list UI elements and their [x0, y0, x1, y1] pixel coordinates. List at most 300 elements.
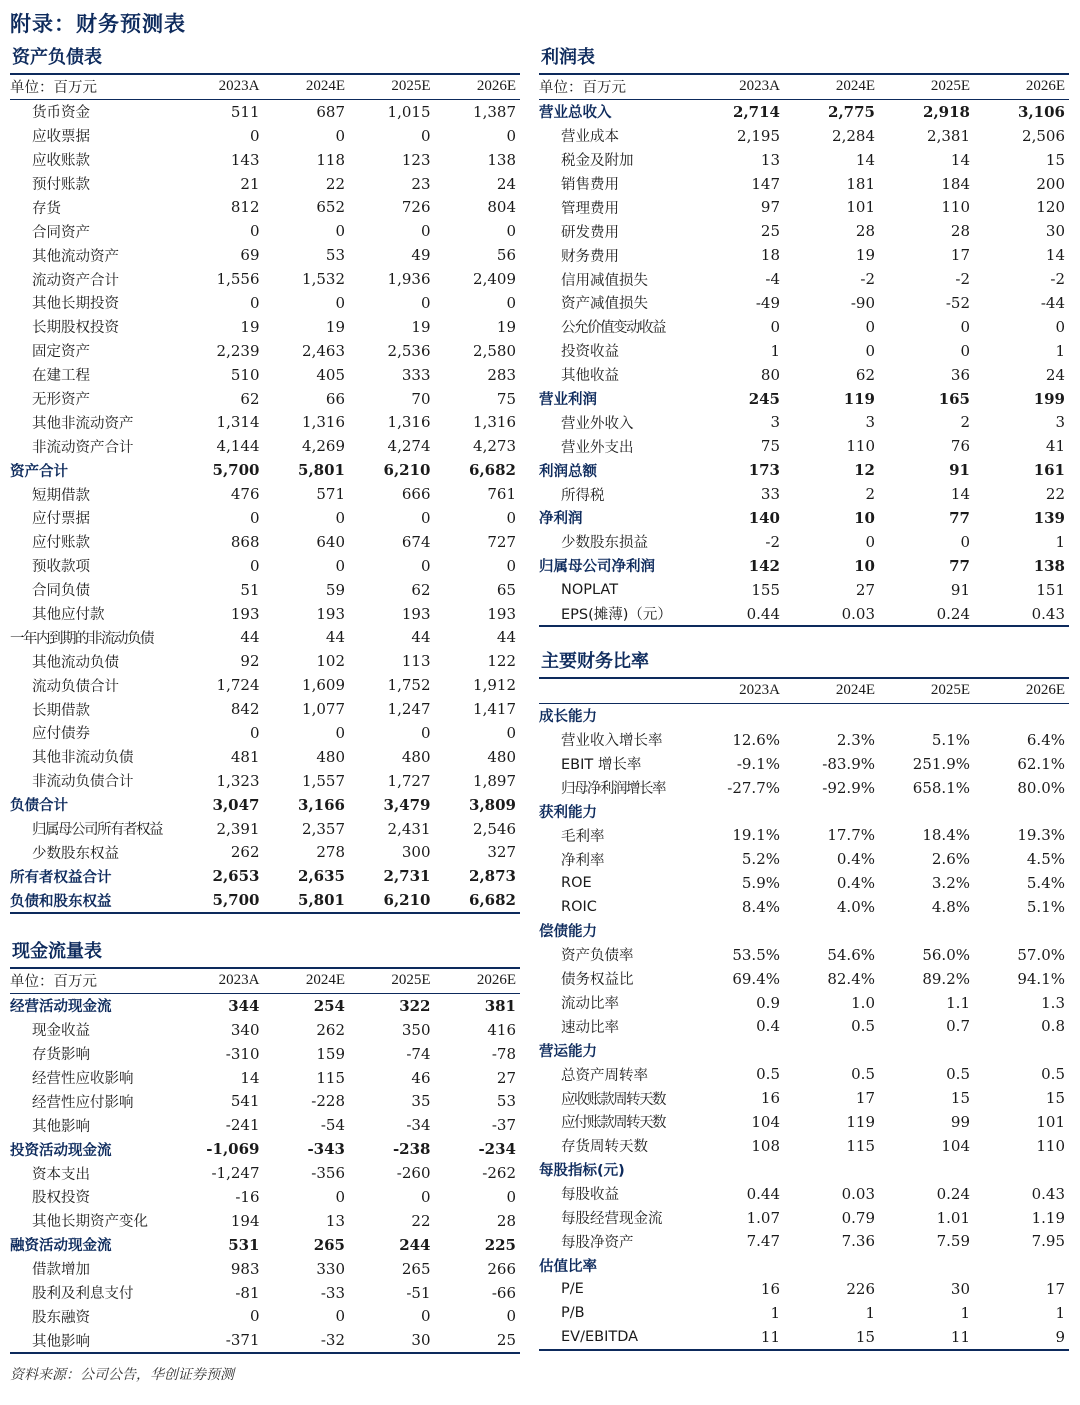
cell-value: 165	[938, 389, 970, 408]
cell-value: 25	[435, 1328, 521, 1353]
table-row	[539, 530, 1069, 554]
cell-value: 2,714	[733, 102, 780, 121]
cell-value	[974, 1158, 1069, 1182]
cell-value: 6,682	[435, 888, 521, 913]
cell-value: 118	[316, 150, 345, 169]
table-row	[10, 315, 520, 339]
cell-value: 11	[689, 1325, 784, 1350]
cell-value: 244	[399, 1235, 431, 1254]
row-label	[10, 195, 178, 219]
cell-value: 199	[1033, 389, 1065, 408]
cell-value: 2,731	[383, 867, 431, 886]
cell-value: 1,323	[216, 771, 260, 790]
table-row	[10, 458, 520, 482]
row-label-text: 速动比率	[561, 1019, 619, 1036]
cell-value: -2	[1050, 270, 1065, 289]
cell-value: 0.8	[1041, 1017, 1065, 1036]
cell-value: 416	[487, 1020, 516, 1039]
cell-value	[974, 919, 1069, 943]
table-row	[10, 363, 520, 387]
cell-value: -44	[1040, 293, 1065, 312]
cell-value: 1.3	[1041, 993, 1065, 1012]
cell-value: 5,801	[264, 888, 350, 913]
table-row	[539, 506, 1069, 530]
row-label-text: 股东融资	[32, 1309, 90, 1326]
row-label	[10, 625, 178, 649]
cell-value: 225	[484, 1235, 516, 1254]
year-header: 2025E	[879, 75, 974, 99]
cell-value: 59	[325, 580, 345, 599]
row-label-text: P/E	[561, 1281, 584, 1298]
cell-value: 254	[313, 996, 345, 1015]
cell-value: 0	[865, 341, 875, 360]
cell-value: 13	[325, 1211, 345, 1230]
cell-value: 8.4%	[741, 897, 780, 916]
row-label	[10, 888, 178, 913]
row-label	[539, 99, 689, 123]
row-label-text: 管理费用	[561, 200, 619, 217]
row-label	[539, 1253, 689, 1277]
table-row	[10, 387, 520, 411]
table-row	[10, 1018, 520, 1042]
row-label-text: 销售费用	[561, 177, 619, 193]
cell-value: 3,047	[212, 795, 260, 814]
row-label-text: 每股指标(元)	[539, 1163, 625, 1180]
cell-value: 2	[960, 413, 970, 432]
row-label-text: 流动资产合计	[32, 272, 119, 289]
row-label	[10, 745, 178, 769]
cell-value: -241	[225, 1116, 260, 1135]
table-row	[10, 1328, 520, 1353]
cell-value: 0	[865, 317, 875, 336]
row-label	[539, 482, 689, 506]
cell-value: 7.47	[746, 1232, 780, 1251]
cell-value	[974, 799, 1069, 823]
cell-value: 480	[316, 747, 345, 766]
table-row	[539, 410, 1069, 434]
cell-value: 1,936	[387, 270, 431, 289]
table-row	[10, 148, 520, 172]
cell-value: 0.44	[746, 1184, 780, 1203]
table-row	[10, 1137, 520, 1161]
cell-value: 14	[950, 485, 970, 504]
table-row	[539, 919, 1069, 943]
cell-value: 80.0%	[1017, 778, 1065, 797]
cell-value: 3,479	[383, 795, 431, 814]
cell-value: 5.2%	[741, 850, 780, 869]
cell-value: 0	[335, 1307, 345, 1326]
row-label	[539, 919, 689, 943]
row-label-text: 一年内到期的非流动负债	[10, 630, 153, 647]
row-label-text: 货币资金	[32, 105, 90, 122]
table-row	[539, 554, 1069, 578]
table-row	[10, 482, 520, 506]
cell-value: 7.95	[1031, 1232, 1065, 1251]
cell-value: 4.5%	[1026, 850, 1065, 869]
cell-value: 0	[335, 293, 345, 312]
cell-value: -371	[178, 1328, 264, 1353]
cell-value: 278	[316, 843, 345, 862]
header-row	[10, 969, 520, 993]
income-statement-section	[539, 46, 1069, 627]
cell-value: 99	[950, 1112, 970, 1131]
year-header: 2026E	[435, 75, 521, 99]
cell-value: -37	[491, 1116, 516, 1135]
year-header: 2024E	[264, 75, 350, 99]
table-row	[539, 871, 1069, 895]
cell-value: 22	[411, 1211, 431, 1230]
cell-value: 405	[316, 365, 345, 384]
cell-value: 2	[865, 485, 875, 504]
row-label-text: 短期借款	[32, 487, 90, 504]
row-label-text: 归母净利润增长率	[561, 781, 665, 797]
cell-value: 22	[325, 174, 345, 193]
cell-value: 181	[846, 174, 875, 193]
row-label	[10, 434, 178, 458]
cell-value: 123	[401, 150, 431, 169]
row-label	[539, 315, 689, 339]
cell-value: 658.1%	[912, 778, 970, 797]
cell-value: 804	[487, 198, 516, 217]
cell-value: 110	[846, 437, 875, 456]
cell-value: 2,381	[927, 126, 970, 145]
row-label	[539, 1301, 689, 1325]
cell-value: 193	[230, 604, 260, 623]
row-label	[10, 172, 178, 196]
row-label	[539, 219, 689, 243]
cell-value: 70	[411, 389, 431, 408]
row-label	[10, 1161, 178, 1185]
cell-value: 2,546	[473, 819, 516, 838]
cell-value: 14	[950, 150, 970, 169]
row-label	[10, 1042, 178, 1066]
cell-value: 30	[1045, 222, 1065, 241]
row-label	[10, 721, 178, 745]
table-row	[539, 703, 1069, 727]
cell-value: 2,873	[469, 867, 516, 886]
cell-value: 49	[411, 246, 431, 265]
cell-value: 1,727	[387, 771, 431, 790]
cell-value: 23	[411, 174, 431, 193]
cell-value: 6,210	[383, 461, 431, 480]
cell-value: -310	[225, 1044, 260, 1063]
row-label	[10, 530, 178, 554]
table-row	[10, 1042, 520, 1066]
cell-value: 69	[240, 246, 260, 265]
row-label-text: 应收账款	[32, 153, 90, 170]
row-label	[539, 1110, 689, 1134]
cell-value: 0	[506, 293, 516, 312]
cell-value: 18.4%	[922, 826, 970, 845]
row-label	[539, 148, 689, 172]
cell-value: -234	[478, 1140, 516, 1159]
cell-value: 0	[1055, 317, 1065, 336]
cell-value: 142	[748, 556, 780, 575]
table-row	[539, 291, 1069, 315]
cashflow-table	[10, 969, 520, 1354]
row-label-text: 信用减值损失	[561, 272, 648, 289]
row-label-text: 税金及附加	[561, 153, 634, 170]
cell-value: 1	[865, 1304, 875, 1323]
table-row	[10, 339, 520, 363]
cell-value: -51	[406, 1283, 431, 1302]
cell-value: 1,316	[473, 413, 516, 432]
row-label	[539, 871, 689, 895]
row-label-text: 营业外收入	[561, 415, 634, 432]
row-label	[10, 99, 178, 123]
row-label-text: EV/EBITDA	[561, 1328, 639, 1345]
cell-value: 2,239	[216, 341, 260, 360]
table-row	[10, 195, 520, 219]
cell-value: 0	[960, 317, 970, 336]
cell-value: 5.9%	[741, 874, 780, 893]
table-row	[10, 554, 520, 578]
row-label-text: 归属母公司所有者权益	[32, 822, 162, 839]
cell-value: 56	[496, 246, 516, 265]
cell-value: 92	[240, 652, 260, 671]
year-header: 2025E	[349, 969, 435, 993]
year-header: 2024E	[784, 75, 879, 99]
row-label-text: ROIC	[561, 898, 597, 915]
row-label	[10, 219, 178, 243]
source-note: 资料来源：公司公告，华创证券预测	[10, 1367, 234, 1383]
cell-value: 1,316	[387, 413, 431, 432]
cell-value: 24	[1045, 365, 1065, 384]
cell-value: 161	[1033, 461, 1065, 480]
row-label-text: 应付票据	[32, 511, 90, 528]
table-row	[539, 363, 1069, 387]
cell-value: 1,532	[302, 270, 345, 289]
row-label	[10, 673, 178, 697]
cell-value: 0	[420, 556, 431, 575]
cell-value: 4,274	[387, 437, 431, 456]
cell-value: 139	[1033, 508, 1065, 527]
cell-value: 11	[879, 1325, 974, 1350]
ratios-table	[539, 679, 1069, 1351]
row-label	[539, 847, 689, 871]
cell-value: 0	[335, 556, 345, 575]
row-label-text: 经营性应付影响	[32, 1094, 134, 1111]
table-row	[10, 243, 520, 267]
row-label-text: 应付债券	[32, 726, 90, 743]
row-label	[539, 1158, 689, 1182]
year-header: 2024E	[784, 679, 879, 703]
cell-value: 7.59	[936, 1232, 970, 1251]
header-row	[539, 679, 1069, 703]
row-label	[539, 1014, 689, 1038]
cell-value: 51	[240, 580, 260, 599]
cell-value	[689, 1253, 784, 1277]
cell-value: -92.9%	[822, 778, 875, 797]
cashflow-title: 现金流量表	[10, 940, 520, 969]
table-row	[10, 99, 520, 123]
row-label	[539, 506, 689, 530]
cell-value: 531	[228, 1235, 260, 1254]
unit-label: 单位：百万元	[10, 969, 178, 993]
cell-value: 0	[420, 723, 431, 742]
cell-value: -81	[235, 1283, 260, 1302]
row-label-text: 其他非流动资产	[32, 415, 134, 432]
table-row	[539, 219, 1069, 243]
cell-value	[689, 703, 784, 727]
income-statement-table	[539, 75, 1069, 627]
cell-value: 344	[228, 996, 260, 1015]
cell-value: -52	[945, 293, 970, 312]
cell-value: 0.5	[851, 1017, 875, 1036]
row-label	[10, 1137, 178, 1161]
row-label-text: 预收款项	[32, 559, 90, 576]
row-label-text: 营业总收入	[539, 105, 612, 122]
table-row	[539, 99, 1069, 123]
table-row	[539, 602, 1069, 627]
year-header: 2023A	[689, 679, 784, 703]
year-header: 2023A	[178, 969, 264, 993]
row-label-text: 研发费用	[561, 224, 619, 241]
cell-value: 0	[960, 341, 970, 360]
cell-value: -343	[307, 1140, 345, 1159]
row-label	[539, 1229, 689, 1253]
cell-value: 0	[249, 556, 260, 575]
row-label	[10, 1185, 178, 1209]
cell-value: 17	[950, 246, 970, 265]
table-row	[10, 1066, 520, 1090]
cell-value: 2,431	[387, 819, 431, 838]
unit-label: 单位：百万元	[10, 75, 178, 99]
cell-value: 0	[506, 1307, 516, 1326]
row-label-text: 股权投资	[32, 1190, 90, 1207]
cell-value: 21	[240, 174, 260, 193]
cell-value: 143	[230, 150, 260, 169]
row-label	[10, 649, 178, 673]
cell-value: 53	[325, 246, 345, 265]
row-label-text: 经营活动现金流	[10, 999, 112, 1016]
cell-value: 0.4	[756, 1017, 780, 1036]
row-label	[539, 991, 689, 1015]
cell-value: 101	[846, 198, 875, 217]
table-row	[539, 847, 1069, 871]
cell-value: 1,247	[387, 700, 431, 719]
row-label-text: 应付账款周转天数	[561, 1115, 665, 1132]
cell-value: 184	[941, 174, 970, 193]
cell-value: 28	[855, 222, 875, 241]
cell-value: 381	[484, 996, 516, 1015]
row-label	[539, 195, 689, 219]
ratios-section	[539, 650, 1069, 1351]
cell-value: 69.4%	[732, 969, 780, 988]
row-label-text: 其他收益	[561, 368, 619, 385]
cell-value: 687	[316, 102, 345, 121]
row-label-text: 非流动负债合计	[32, 774, 134, 791]
cell-value: 108	[751, 1136, 780, 1155]
row-label	[10, 363, 178, 387]
cell-value: 75	[496, 389, 516, 408]
cell-value: 14	[1045, 246, 1065, 265]
cell-value	[784, 1038, 879, 1062]
cell-value: 44	[240, 628, 260, 647]
row-label-text: 其他非流动负债	[32, 750, 134, 767]
balance-sheet-title: 资产负债表	[10, 46, 520, 75]
cell-value: 19	[411, 317, 431, 336]
table-row	[539, 267, 1069, 291]
year-header: 2025E	[879, 679, 974, 703]
row-label-text: 营业外支出	[561, 439, 634, 456]
cell-value: 17.7%	[827, 826, 875, 845]
cell-value: 6,210	[349, 888, 435, 913]
cell-value	[879, 919, 974, 943]
cell-value: 2.6%	[931, 850, 970, 869]
cell-value	[784, 703, 879, 727]
cell-value: 511	[230, 102, 260, 121]
table-row	[539, 578, 1069, 602]
cell-value: 1,609	[302, 676, 345, 695]
cell-value: 89.2%	[922, 969, 970, 988]
table-row	[10, 1161, 520, 1185]
cell-value: 350	[401, 1020, 431, 1039]
cell-value: 266	[487, 1259, 516, 1278]
table-row	[539, 387, 1069, 411]
row-label-text: 其他影响	[32, 1333, 90, 1350]
cell-value: -9.1%	[736, 754, 780, 773]
cell-value: 15	[784, 1325, 879, 1350]
cell-value: 30	[950, 1280, 970, 1299]
cell-value: 25	[760, 222, 780, 241]
row-label-text: P/B	[561, 1305, 585, 1322]
row-label	[10, 769, 178, 793]
row-label-text: 资产负债率	[561, 948, 634, 965]
cell-value: 12.6%	[732, 730, 780, 749]
cell-value: 1,897	[473, 771, 516, 790]
cell-value: 265	[313, 1235, 345, 1254]
cell-value: 101	[1036, 1112, 1065, 1131]
cell-value	[689, 919, 784, 943]
table-row	[10, 506, 520, 530]
ratios-title: 主要财务比率	[539, 650, 1069, 679]
row-label-text: 其他应付款	[32, 607, 105, 624]
cell-value: 0.43	[1031, 1184, 1065, 1203]
row-label	[539, 1062, 689, 1086]
row-label-text: 投资活动现金流	[10, 1142, 112, 1159]
row-label	[539, 339, 689, 363]
row-label-text: 长期借款	[32, 702, 90, 719]
cell-value: 1.01	[936, 1208, 970, 1227]
cell-value: 62.1%	[1017, 754, 1065, 773]
cell-value: 2.3%	[836, 730, 875, 749]
cell-value: -78	[491, 1044, 516, 1063]
cell-value	[974, 1253, 1069, 1277]
cell-value: 1,912	[473, 676, 516, 695]
cell-value: 5,700	[212, 461, 260, 480]
cell-value: 19.1%	[732, 826, 780, 845]
cell-value: 120	[1036, 198, 1065, 217]
table-row	[10, 1113, 520, 1137]
table-row	[10, 172, 520, 196]
table-row	[539, 1038, 1069, 1062]
cell-value: 0.79	[841, 1208, 875, 1227]
row-label	[10, 387, 178, 411]
row-label-text: 融资活动现金流	[10, 1238, 112, 1255]
table-row	[539, 967, 1069, 991]
cell-value: 2,775	[828, 102, 875, 121]
table-row	[10, 793, 520, 817]
row-label-text: 利润总额	[539, 463, 597, 480]
row-label	[539, 172, 689, 196]
cell-value: 640	[316, 532, 345, 551]
row-label	[10, 1233, 178, 1257]
cell-value: 18	[760, 246, 780, 265]
table-row	[539, 1062, 1069, 1086]
cell-value	[879, 1253, 974, 1277]
row-label	[539, 776, 689, 800]
